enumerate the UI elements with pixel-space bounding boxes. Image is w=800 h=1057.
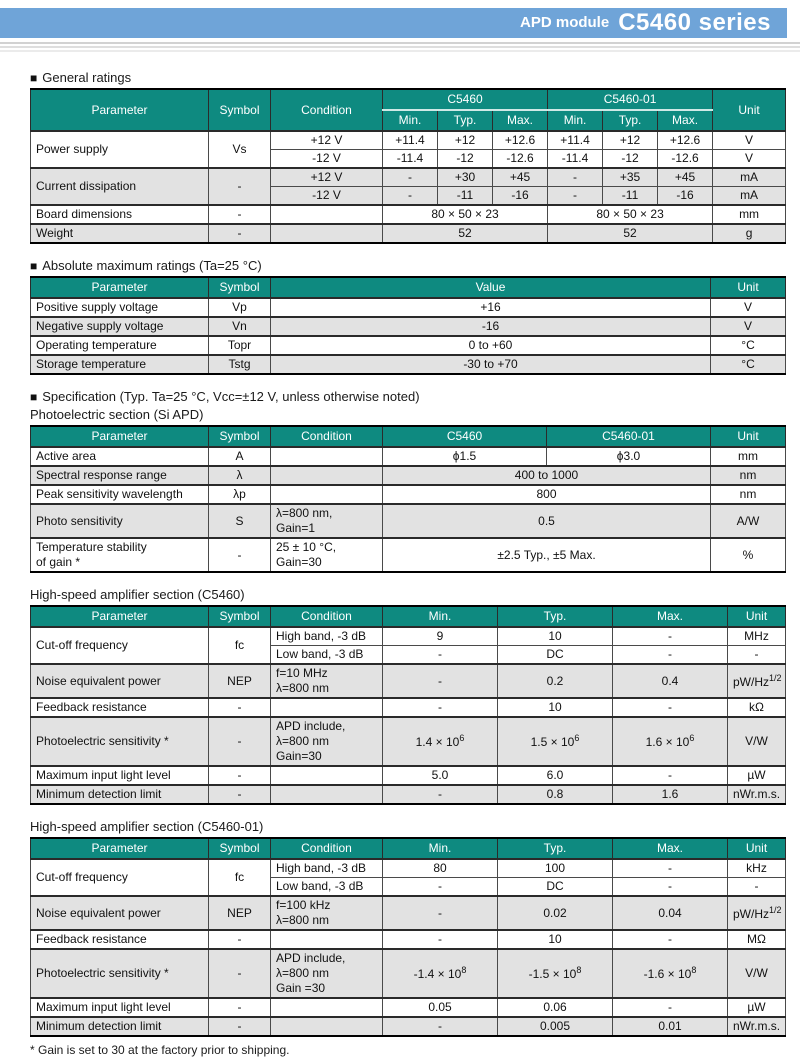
header-cell: Max. bbox=[493, 110, 548, 131]
header-cell: C5460 bbox=[383, 426, 547, 447]
table-cell: mA bbox=[713, 168, 786, 187]
table-cell: +12 bbox=[438, 131, 493, 150]
table-cell: Topr bbox=[209, 336, 271, 355]
table-cell: 0 to +60 bbox=[271, 336, 711, 355]
table-cell: - bbox=[209, 949, 271, 998]
header-cell: C5460-01 bbox=[547, 426, 711, 447]
section-title-text: General ratings bbox=[42, 70, 132, 85]
table-cell: Cut-off frequency bbox=[31, 859, 209, 896]
table-cell: +16 bbox=[271, 298, 711, 317]
section-bullet-icon: ■ bbox=[30, 71, 38, 85]
table-row bbox=[31, 205, 786, 224]
header-cell: Condition bbox=[271, 426, 383, 447]
section-title-text: Absolute maximum ratings (Ta=25 °C) bbox=[42, 258, 262, 273]
section-title bbox=[30, 587, 785, 602]
table-row bbox=[31, 664, 786, 698]
table-cell: 10 bbox=[498, 930, 613, 949]
table-cell: $1.6 \times 10^6$ bbox=[613, 717, 728, 766]
table-cell: - bbox=[209, 930, 271, 949]
table-cell: Low band, -3 dB bbox=[271, 878, 383, 897]
table-cell: -12 V bbox=[271, 150, 383, 169]
table-row bbox=[31, 859, 786, 878]
table-cell: - bbox=[383, 785, 498, 804]
divider-line bbox=[0, 50, 800, 52]
table-cell: Active area bbox=[31, 447, 209, 466]
table-cell: - bbox=[383, 896, 498, 930]
table-cell: V bbox=[711, 298, 786, 317]
table-row bbox=[31, 466, 786, 485]
table-cell: nWr.m.s. bbox=[728, 1017, 786, 1036]
table-cell: 6.0 bbox=[498, 766, 613, 785]
table-cell: -11.4 bbox=[383, 150, 438, 169]
table-cell: +11.4 bbox=[383, 131, 438, 150]
table-cell: 0.04 bbox=[613, 896, 728, 930]
table-cell: - bbox=[383, 698, 498, 717]
table-cell: - bbox=[613, 627, 728, 646]
table-cell: Power supply bbox=[31, 131, 209, 168]
table-cell: 400 to 1000 bbox=[383, 466, 711, 485]
section-general-ratings bbox=[30, 70, 785, 244]
table-cell: kHz bbox=[728, 859, 786, 878]
table-cell: - bbox=[383, 1017, 498, 1036]
banner-series-title: C5460 series bbox=[618, 9, 771, 36]
table-cell: % bbox=[711, 538, 786, 572]
table-cell: $-1.4 \times 10^8$ bbox=[383, 949, 498, 998]
section-bullet-icon: ■ bbox=[30, 390, 38, 404]
table-cell bbox=[271, 447, 383, 466]
table-cell: Photo sensitivity bbox=[31, 504, 209, 538]
table-cell: High band, -3 dB bbox=[271, 859, 383, 878]
table-cell: +11.4 bbox=[548, 131, 603, 150]
header-cell: Value bbox=[271, 277, 711, 298]
table-cell: µW bbox=[728, 766, 786, 785]
table-cell: - bbox=[613, 859, 728, 878]
table-cell: f=100 kHz λ=800 nm bbox=[271, 896, 383, 930]
section-photoelectric-section bbox=[30, 389, 785, 573]
header-cell: Max. bbox=[613, 838, 728, 859]
header-cell: Parameter bbox=[31, 89, 209, 131]
table-cell: -12.6 bbox=[658, 150, 713, 169]
table-cell: ϕ1.5 bbox=[383, 447, 547, 466]
table-cell: - bbox=[383, 168, 438, 187]
table-cell: - bbox=[209, 698, 271, 717]
general-ratings-table bbox=[30, 88, 786, 244]
table-cell: $1.4 \times 10^6$ bbox=[383, 717, 498, 766]
table-cell: 52 bbox=[383, 224, 548, 243]
table-cell: Temperature stability of gain * bbox=[31, 538, 209, 572]
table-cell: - bbox=[209, 205, 271, 224]
amplifier-c5460-01-table bbox=[30, 837, 786, 1037]
table-cell: 52 bbox=[548, 224, 713, 243]
header-cell: Max. bbox=[658, 110, 713, 131]
table-cell: λp bbox=[209, 485, 271, 504]
table-cell: - bbox=[209, 168, 271, 205]
table-cell: DC bbox=[498, 878, 613, 897]
table-cell: -11 bbox=[438, 187, 493, 206]
photoelectric-section-table bbox=[30, 425, 786, 573]
header-cell: Parameter bbox=[31, 838, 209, 859]
table-cell: - bbox=[383, 646, 498, 665]
table-cell: Feedback resistance bbox=[31, 930, 209, 949]
table-cell: mm bbox=[711, 447, 786, 466]
content bbox=[0, 54, 800, 1057]
table-cell: $pW/Hz^{1/2}$ bbox=[728, 664, 786, 698]
table-cell bbox=[271, 766, 383, 785]
table-cell: - bbox=[209, 717, 271, 766]
table-cell: nm bbox=[711, 485, 786, 504]
header-cell: Symbol bbox=[209, 838, 271, 859]
table-row bbox=[31, 627, 786, 646]
table-cell: - bbox=[383, 187, 438, 206]
table-cell: λ bbox=[209, 466, 271, 485]
table-cell: fc bbox=[209, 859, 271, 896]
header-cell: Typ. bbox=[438, 110, 493, 131]
table-cell bbox=[271, 224, 383, 243]
header-cell: Typ. bbox=[603, 110, 658, 131]
section-title-text: High-speed amplifier section (C5460-01) bbox=[30, 819, 264, 834]
table-cell: 0.01 bbox=[613, 1017, 728, 1036]
table-cell: Vp bbox=[209, 298, 271, 317]
table-cell bbox=[271, 698, 383, 717]
table-cell: - bbox=[383, 664, 498, 698]
absolute-maximum-ratings-table bbox=[30, 276, 786, 375]
table-cell: kΩ bbox=[728, 698, 786, 717]
table-cell: f=10 MHz λ=800 nm bbox=[271, 664, 383, 698]
table-row bbox=[31, 355, 786, 374]
table-cell: - bbox=[613, 930, 728, 949]
table-cell: - bbox=[548, 187, 603, 206]
table-cell: 80 × 50 × 23 bbox=[548, 205, 713, 224]
table-cell: +45 bbox=[658, 168, 713, 187]
table-cell: Noise equivalent power bbox=[31, 896, 209, 930]
table-cell: +12 V bbox=[271, 131, 383, 150]
table-cell: - bbox=[613, 766, 728, 785]
table-row bbox=[31, 930, 786, 949]
table-cell: 9 bbox=[383, 627, 498, 646]
table-cell: Board dimensions bbox=[31, 205, 209, 224]
table-row bbox=[31, 224, 786, 243]
table-row bbox=[31, 504, 786, 538]
table-cell: V/W bbox=[728, 717, 786, 766]
table-row bbox=[31, 336, 786, 355]
table-cell: Minimum detection limit bbox=[31, 785, 209, 804]
table-cell: Photoelectric sensitivity * bbox=[31, 949, 209, 998]
decorative-divider bbox=[0, 42, 800, 52]
table-cell: +12.6 bbox=[493, 131, 548, 150]
header-cell: Symbol bbox=[209, 89, 271, 131]
amplifier-c5460-table bbox=[30, 605, 786, 805]
table-cell: - bbox=[209, 1017, 271, 1036]
table-cell: 80 × 50 × 23 bbox=[383, 205, 548, 224]
section-amplifier-c5460 bbox=[30, 587, 785, 805]
table-cell: 0.02 bbox=[498, 896, 613, 930]
header-cell: Min. bbox=[383, 838, 498, 859]
table-cell: APD include, λ=800 nm Gain =30 bbox=[271, 949, 383, 998]
table-cell: -12 bbox=[438, 150, 493, 169]
table-cell: Noise equivalent power bbox=[31, 664, 209, 698]
header-cell: Symbol bbox=[209, 606, 271, 627]
table-cell: ϕ3.0 bbox=[547, 447, 711, 466]
table-row bbox=[31, 447, 786, 466]
table-cell: mm bbox=[713, 205, 786, 224]
table-row bbox=[31, 317, 786, 336]
table-cell: +12.6 bbox=[658, 131, 713, 150]
table-cell: 10 bbox=[498, 627, 613, 646]
table-cell: -30 to +70 bbox=[271, 355, 711, 374]
table-cell: Maximum input light level bbox=[31, 998, 209, 1017]
header-cell: Parameter bbox=[31, 277, 209, 298]
table-row bbox=[31, 131, 786, 150]
table-cell: MHz bbox=[728, 627, 786, 646]
table-row bbox=[31, 717, 786, 766]
table-cell: °C bbox=[711, 355, 786, 374]
table-cell: APD include, λ=800 nm Gain=30 bbox=[271, 717, 383, 766]
table-cell: Feedback resistance bbox=[31, 698, 209, 717]
table-cell: 0.05 bbox=[383, 998, 498, 1017]
table-cell: Spectral response range bbox=[31, 466, 209, 485]
header-cell: Condition bbox=[271, 838, 383, 859]
table-cell: S bbox=[209, 504, 271, 538]
table-cell: 0.06 bbox=[498, 998, 613, 1017]
header-cell: Condition bbox=[271, 89, 383, 131]
table-cell: - bbox=[383, 878, 498, 897]
table-cell: V bbox=[713, 150, 786, 169]
table-cell: +30 bbox=[438, 168, 493, 187]
table-cell: - bbox=[209, 998, 271, 1017]
table-cell: 0.4 bbox=[613, 664, 728, 698]
section-amplifier-c5460-01 bbox=[30, 819, 785, 1057]
header-cell: Unit bbox=[711, 426, 786, 447]
table-cell: Vs bbox=[209, 131, 271, 168]
table-cell: Tstg bbox=[209, 355, 271, 374]
table-cell: Vn bbox=[209, 317, 271, 336]
table-cell: - bbox=[548, 168, 603, 187]
header-cell: Symbol bbox=[209, 426, 271, 447]
table-cell: - bbox=[613, 646, 728, 665]
table-cell: -11.4 bbox=[548, 150, 603, 169]
table-cell bbox=[271, 998, 383, 1017]
table-cell: NEP bbox=[209, 664, 271, 698]
table-cell: mA bbox=[713, 187, 786, 206]
section-bullet-icon: ■ bbox=[30, 259, 38, 273]
table-cell: g bbox=[713, 224, 786, 243]
table-cell bbox=[271, 485, 383, 504]
table-cell: DC bbox=[498, 646, 613, 665]
section-title bbox=[30, 389, 785, 404]
header-cell: Typ. bbox=[498, 606, 613, 627]
header-cell: Parameter bbox=[31, 426, 209, 447]
table-cell: A/W bbox=[711, 504, 786, 538]
section-title-text: Specification (Typ. Ta=25 °C, Vcc=±12 V, unless otherwise noted) bbox=[42, 389, 420, 404]
table-row bbox=[31, 949, 786, 998]
table-cell: - bbox=[209, 538, 271, 572]
header-cell: Max. bbox=[613, 606, 728, 627]
table-cell: +35 bbox=[603, 168, 658, 187]
header-cell: Condition bbox=[271, 606, 383, 627]
table-cell: fc bbox=[209, 627, 271, 664]
table-row bbox=[31, 538, 786, 572]
table-cell: 10 bbox=[498, 698, 613, 717]
section-subtitle: Photoelectric section (Si APD) bbox=[30, 407, 204, 422]
table-row bbox=[31, 785, 786, 804]
table-cell: Negative supply voltage bbox=[31, 317, 209, 336]
table-cell: - bbox=[209, 785, 271, 804]
table-cell bbox=[271, 930, 383, 949]
table-cell: µW bbox=[728, 998, 786, 1017]
table-cell: -12.6 bbox=[493, 150, 548, 169]
table-cell: 0.2 bbox=[498, 664, 613, 698]
table-cell bbox=[271, 785, 383, 804]
table-cell: - bbox=[613, 698, 728, 717]
table-cell: Peak sensitivity wavelength bbox=[31, 485, 209, 504]
header-cell: Min. bbox=[383, 606, 498, 627]
section-absolute-maximum-ratings bbox=[30, 258, 785, 375]
table-cell: 25 ± 10 °C, Gain=30 bbox=[271, 538, 383, 572]
table-cell: A bbox=[209, 447, 271, 466]
header-cell: Parameter bbox=[31, 606, 209, 627]
table-cell: High band, -3 dB bbox=[271, 627, 383, 646]
table-row bbox=[31, 298, 786, 317]
header-banner bbox=[0, 8, 787, 38]
table-cell: - bbox=[613, 878, 728, 897]
table-cell: +12 bbox=[603, 131, 658, 150]
table-cell bbox=[271, 1017, 383, 1036]
table-cell: λ=800 nm, Gain=1 bbox=[271, 504, 383, 538]
table-cell: V/W bbox=[728, 949, 786, 998]
table-cell: +12 V bbox=[271, 168, 383, 187]
section-title bbox=[30, 819, 785, 834]
header-cell: C5460-01 bbox=[548, 89, 713, 110]
table-cell: +45 bbox=[493, 168, 548, 187]
table-cell: $pW/Hz^{1/2}$ bbox=[728, 896, 786, 930]
table-cell: - bbox=[728, 878, 786, 897]
header-cell: Min. bbox=[383, 110, 438, 131]
table-cell: -12 V bbox=[271, 187, 383, 206]
table-cell bbox=[271, 205, 383, 224]
table-cell: Operating temperature bbox=[31, 336, 209, 355]
table-cell: - bbox=[383, 930, 498, 949]
section-title bbox=[30, 70, 785, 85]
table-cell: Weight bbox=[31, 224, 209, 243]
header-cell: Unit bbox=[728, 606, 786, 627]
table-cell: nm bbox=[711, 466, 786, 485]
table-cell: NEP bbox=[209, 896, 271, 930]
table-cell: Cut-off frequency bbox=[31, 627, 209, 664]
divider-line bbox=[0, 46, 800, 48]
table-cell: -16 bbox=[493, 187, 548, 206]
table-cell: Photoelectric sensitivity * bbox=[31, 717, 209, 766]
table-cell: V bbox=[711, 317, 786, 336]
table-cell: 0.005 bbox=[498, 1017, 613, 1036]
table-cell: Positive supply voltage bbox=[31, 298, 209, 317]
table-cell: - bbox=[613, 998, 728, 1017]
table-cell: Maximum input light level bbox=[31, 766, 209, 785]
table-row bbox=[31, 168, 786, 187]
table-cell: ±2.5 Typ., ±5 Max. bbox=[383, 538, 711, 572]
section-title-text: High-speed amplifier section (C5460) bbox=[30, 587, 245, 602]
table-cell: Storage temperature bbox=[31, 355, 209, 374]
table-cell: nWr.m.s. bbox=[728, 785, 786, 804]
table-cell: 5.0 bbox=[383, 766, 498, 785]
header-cell: Symbol bbox=[209, 277, 271, 298]
table-cell: Low band, -3 dB bbox=[271, 646, 383, 665]
banner-product-type: APD module bbox=[520, 14, 610, 31]
table-cell: V bbox=[713, 131, 786, 150]
table-footnote: * Gain is set to 30 at the factory prior to shipping. bbox=[30, 1043, 290, 1057]
table-row bbox=[31, 896, 786, 930]
table-row bbox=[31, 1017, 786, 1036]
table-row bbox=[31, 698, 786, 717]
header-cell: Typ. bbox=[498, 838, 613, 859]
table-cell: -16 bbox=[658, 187, 713, 206]
table-cell: 0.8 bbox=[498, 785, 613, 804]
header-cell: Unit bbox=[711, 277, 786, 298]
section-title bbox=[30, 258, 785, 273]
table-cell: °C bbox=[711, 336, 786, 355]
table-cell: $-1.6 \times 10^8$ bbox=[613, 949, 728, 998]
table-cell: $-1.5 \times 10^8$ bbox=[498, 949, 613, 998]
table-cell: 80 bbox=[383, 859, 498, 878]
header-cell: C5460 bbox=[383, 89, 548, 110]
table-cell: -16 bbox=[271, 317, 711, 336]
table-cell: - bbox=[209, 766, 271, 785]
table-cell: Current dissipation bbox=[31, 168, 209, 205]
table-cell: 0.5 bbox=[383, 504, 711, 538]
table-cell: - bbox=[728, 646, 786, 665]
table-cell: Minimum detection limit bbox=[31, 1017, 209, 1036]
table-cell: 100 bbox=[498, 859, 613, 878]
table-row bbox=[31, 766, 786, 785]
table-cell: MΩ bbox=[728, 930, 786, 949]
header-cell: Unit bbox=[728, 838, 786, 859]
table-cell: -11 bbox=[603, 187, 658, 206]
table-cell: $1.5 \times 10^6$ bbox=[498, 717, 613, 766]
table-row bbox=[31, 998, 786, 1017]
header-cell: Min. bbox=[548, 110, 603, 131]
table-cell bbox=[271, 466, 383, 485]
table-row bbox=[31, 485, 786, 504]
table-cell: -12 bbox=[603, 150, 658, 169]
table-cell: 1.6 bbox=[613, 785, 728, 804]
table-cell: 800 bbox=[383, 485, 711, 504]
divider-line bbox=[0, 42, 800, 44]
table-cell: - bbox=[209, 224, 271, 243]
header-cell: Unit bbox=[713, 89, 786, 131]
